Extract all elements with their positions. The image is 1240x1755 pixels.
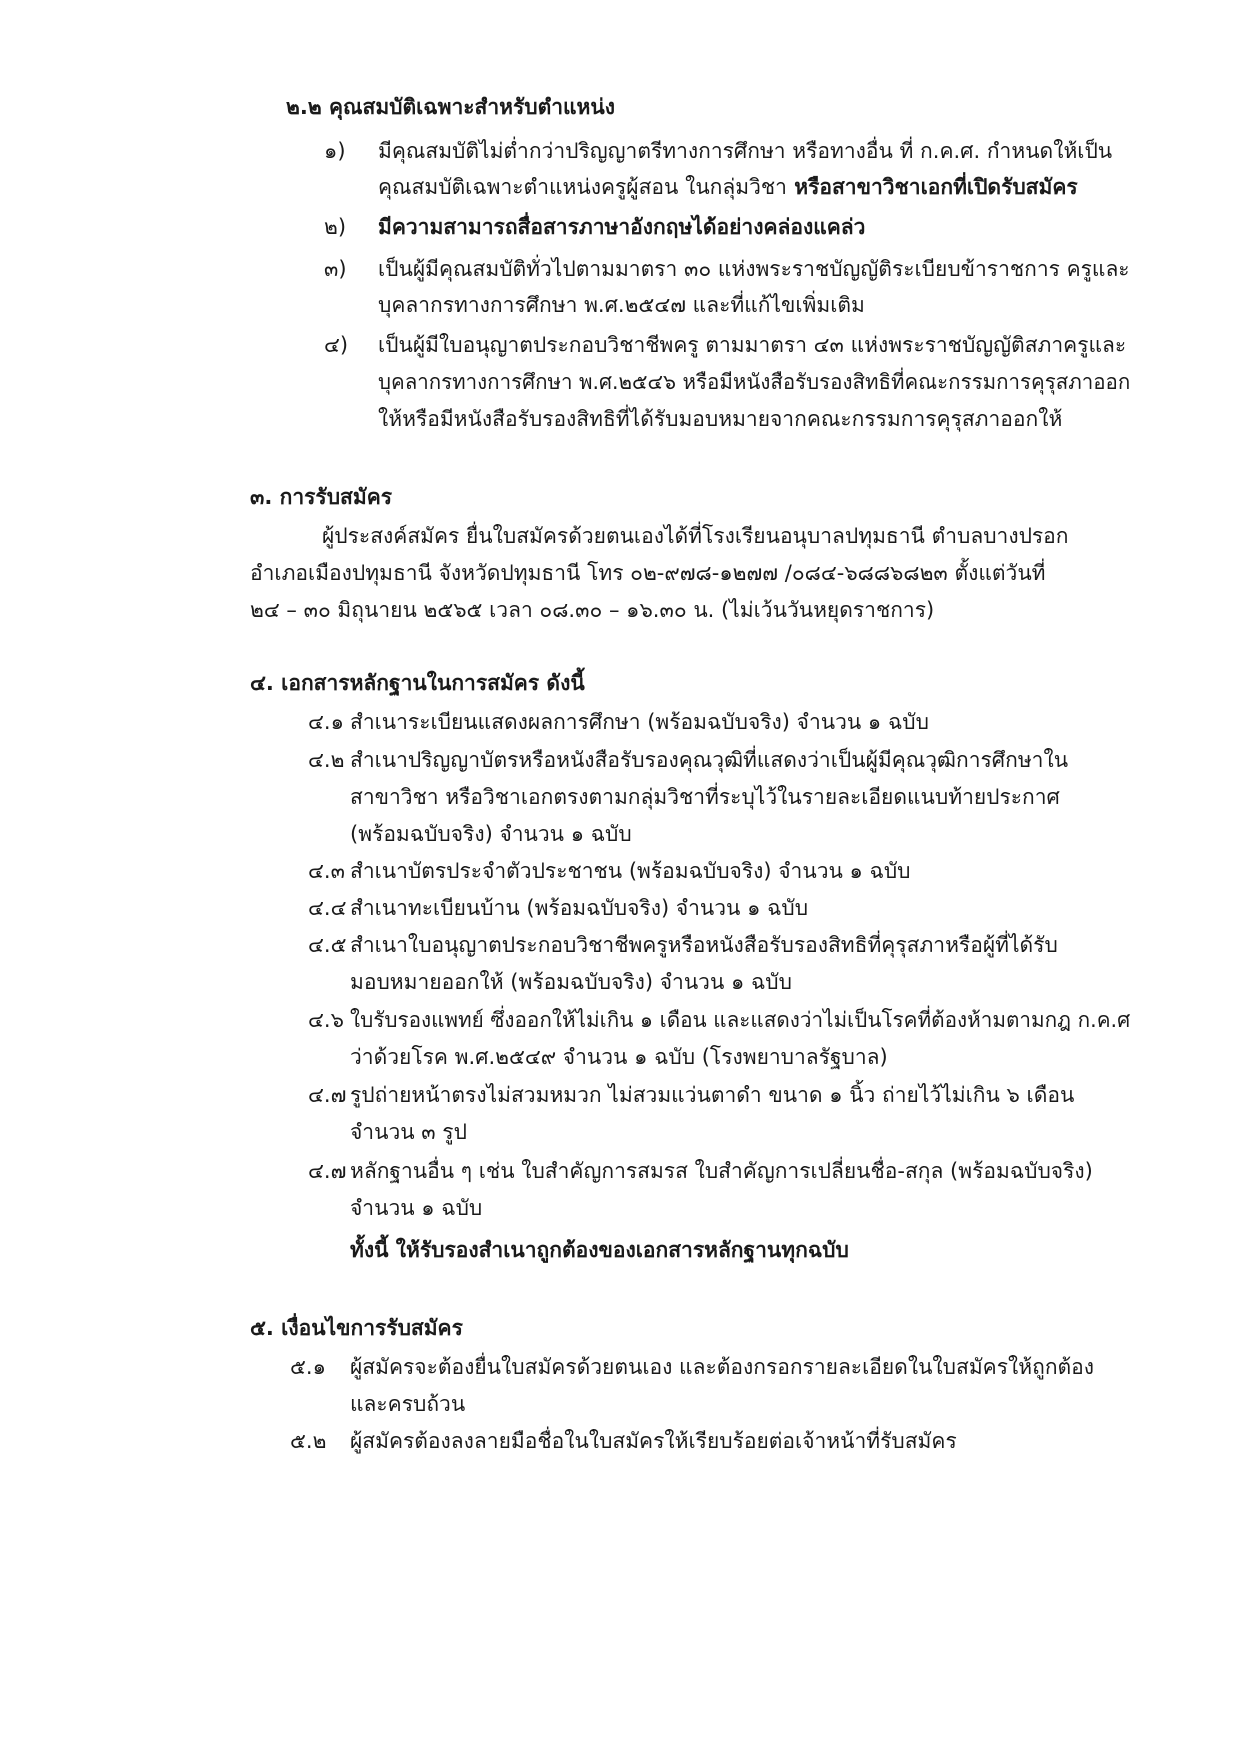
section-3-heading: ๓. การรับสมัคร bbox=[250, 485, 393, 509]
item-text: มอบหมายออกให้ (พร้อมฉบับจริง) จำนวน ๑ ฉบับ bbox=[350, 970, 792, 994]
paragraph-line: อำเภอเมืองปทุมธานี จังหวัดปทุมธานี โทร ๐๒-๙๗๘-๑๒๗๗ /๐๘๔-๖๘๘๖๘๒๓ ตั้งแต่วันที่ bbox=[250, 561, 1046, 585]
item-text: สำเนาบัตรประจำตัวประชาชน (พร้อมฉบับจริง) จำนวน ๑ ฉบับ bbox=[350, 859, 911, 883]
item-text: ว่าด้วยโรค พ.ศ.๒๕๔๙ จำนวน ๑ ฉบับ (โรงพยาบาลรัฐบาล) bbox=[350, 1045, 888, 1069]
item-text-part: คุณสมบัติเฉพาะตำแหน่งครูผู้สอน ในกลุ่มวิชา bbox=[378, 175, 787, 199]
item-number: ๔.๗ bbox=[308, 1083, 347, 1107]
paragraph-line: ผู้ประสงค์สมัคร ยื่นใบสมัครด้วยตนเองได้ที่โรงเรียนอนุบาลปทุมธานี ตำบลบางปรอก bbox=[322, 524, 1069, 548]
item-text: และครบถ้วน bbox=[350, 1392, 466, 1416]
item-text: ให้หรือมีหนังสือรับรองสิทธิที่ได้รับมอบหมายจากคณะกรรมการคุรุสภาออกให้ bbox=[378, 407, 1063, 431]
item-text: ใบรับรองแพทย์ ซึ่งออกให้ไม่เกิน ๑ เดือน และแสดงว่าไม่เป็นโรคที่ต้องห้ามตามกฎ ก.ค.ศ bbox=[350, 1008, 1131, 1032]
section-5-heading: ๕. เงื่อนไขการรับสมัคร bbox=[250, 1316, 463, 1340]
item-text: ผู้สมัครจะต้องยื่นใบสมัครด้วยตนเอง และต้องกรอกรายละเอียดในใบสมัครให้ถูกต้อง bbox=[350, 1355, 1095, 1379]
item-number: ๔.๖ bbox=[308, 1008, 344, 1032]
item-number: ๔.๕ bbox=[308, 933, 347, 957]
paragraph-line: ๒๔ – ๓๐ มิถุนายน ๒๕๖๕ เวลา ๐๘.๓๐ – ๑๖.๓๐ น. (ไม่เว้นวันหยุดราชการ) bbox=[250, 598, 935, 622]
item-text: จำนวน ๑ ฉบับ bbox=[350, 1196, 483, 1220]
item-text: บุคลากรทางการศึกษา พ.ศ.๒๕๔๖ หรือมีหนังสือรับรองสิทธิที่คณะกรรมการคุรุสภาออก bbox=[378, 370, 1131, 394]
item-text: สำเนาทะเบียนบ้าน (พร้อมฉบับจริง) จำนวน ๑ ฉบับ bbox=[350, 896, 809, 920]
item-number: ๔.๓ bbox=[308, 859, 345, 883]
item-number: ๔.๔ bbox=[308, 896, 347, 920]
item-text: สำเนาใบอนุญาตประกอบวิชาชีพครูหรือหนังสือรับรองสิทธิที่คุรุสภาหรือผู้ที่ได้รับ bbox=[350, 933, 1058, 957]
item-text: เป็นผู้มีคุณสมบัติทั่วไปตามมาตรา ๓๐ แห่งพระราชบัญญัติระเบียบข้าราชการ ครูและ bbox=[378, 257, 1130, 281]
item-number: ๔.๗ bbox=[308, 1159, 347, 1183]
item-text: หลักฐานอื่น ๆ เช่น ใบสำคัญการสมรส ใบสำคัญการเปลี่ยนชื่อ-สกุล (พร้อมฉบับจริง) bbox=[350, 1159, 1093, 1183]
section-4-note: ทั้งนี้ ให้รับรองสำเนาถูกต้องของเอกสารหลักฐานทุกฉบับ bbox=[350, 1238, 849, 1262]
item-number: ๔.๑ bbox=[308, 710, 344, 734]
section-2-2-heading: ๒.๒ คุณสมบัติเฉพาะสำหรับตำแหน่ง bbox=[286, 95, 616, 119]
item-number: ๔.๒ bbox=[308, 748, 345, 772]
item-number: ๑) bbox=[324, 139, 346, 163]
item-number: ๓) bbox=[324, 257, 347, 281]
item-text: สาขาวิชา หรือวิชาเอกตรงตามกลุ่มวิชาที่ระบุไว้ในรายละเอียดแนบท้ายประกาศ bbox=[350, 785, 1060, 809]
item-text: จำนวน ๓ รูป bbox=[350, 1120, 467, 1144]
item-number: ๒) bbox=[324, 215, 347, 239]
item-text: มีความสามารถสื่อสารภาษาอังกฤษได้อย่างคล่องแคล่ว bbox=[378, 215, 866, 239]
item-text bbox=[378, 172, 1078, 202]
item-text: (พร้อมฉบับจริง) จำนวน ๑ ฉบับ bbox=[350, 822, 632, 846]
item-text-bold-part: หรือสาขาวิชาเอกที่เปิดรับสมัคร bbox=[786, 175, 1078, 199]
section-4-heading: ๔. เอกสารหลักฐานในการสมัคร ดังนี้ bbox=[250, 671, 585, 695]
item-number: ๔) bbox=[324, 333, 349, 357]
item-text: ผู้สมัครต้องลงลายมือชื่อในใบสมัครให้เรียบร้อยต่อเจ้าหน้าที่รับสมัคร bbox=[350, 1429, 957, 1453]
item-text: เป็นผู้มีใบอนุญาตประกอบวิชาชีพครู ตามมาตรา ๔๓ แห่งพระราชบัญญัติสภาครูและ bbox=[378, 333, 1127, 357]
item-text: มีคุณสมบัติไม่ต่ำกว่าปริญญาตรีทางการศึกษา หรือทางอื่น ที่ ก.ค.ศ. กำหนดให้เป็น bbox=[378, 139, 1113, 163]
item-text: บุคลากรทางการศึกษา พ.ศ.๒๕๔๗ และที่แก้ไขเพิ่มเติม bbox=[378, 293, 865, 317]
item-number: ๕.๒ bbox=[290, 1429, 327, 1453]
item-text: สำเนาระเบียนแสดงผลการศึกษา (พร้อมฉบับจริง) จำนวน ๑ ฉบับ bbox=[350, 710, 929, 734]
item-number: ๕.๑ bbox=[290, 1355, 326, 1379]
item-text: สำเนาปริญญาบัตรหรือหนังสือรับรองคุณวุฒิที่แสดงว่าเป็นผู้มีคุณวุฒิการศึกษาใน bbox=[350, 748, 1069, 772]
item-text: รูปถ่ายหน้าตรงไม่สวมหมวก ไม่สวมแว่นตาดำ ขนาด ๑ นิ้ว ถ่ายไว้ไม่เกิน ๖ เดือน bbox=[350, 1083, 1075, 1107]
